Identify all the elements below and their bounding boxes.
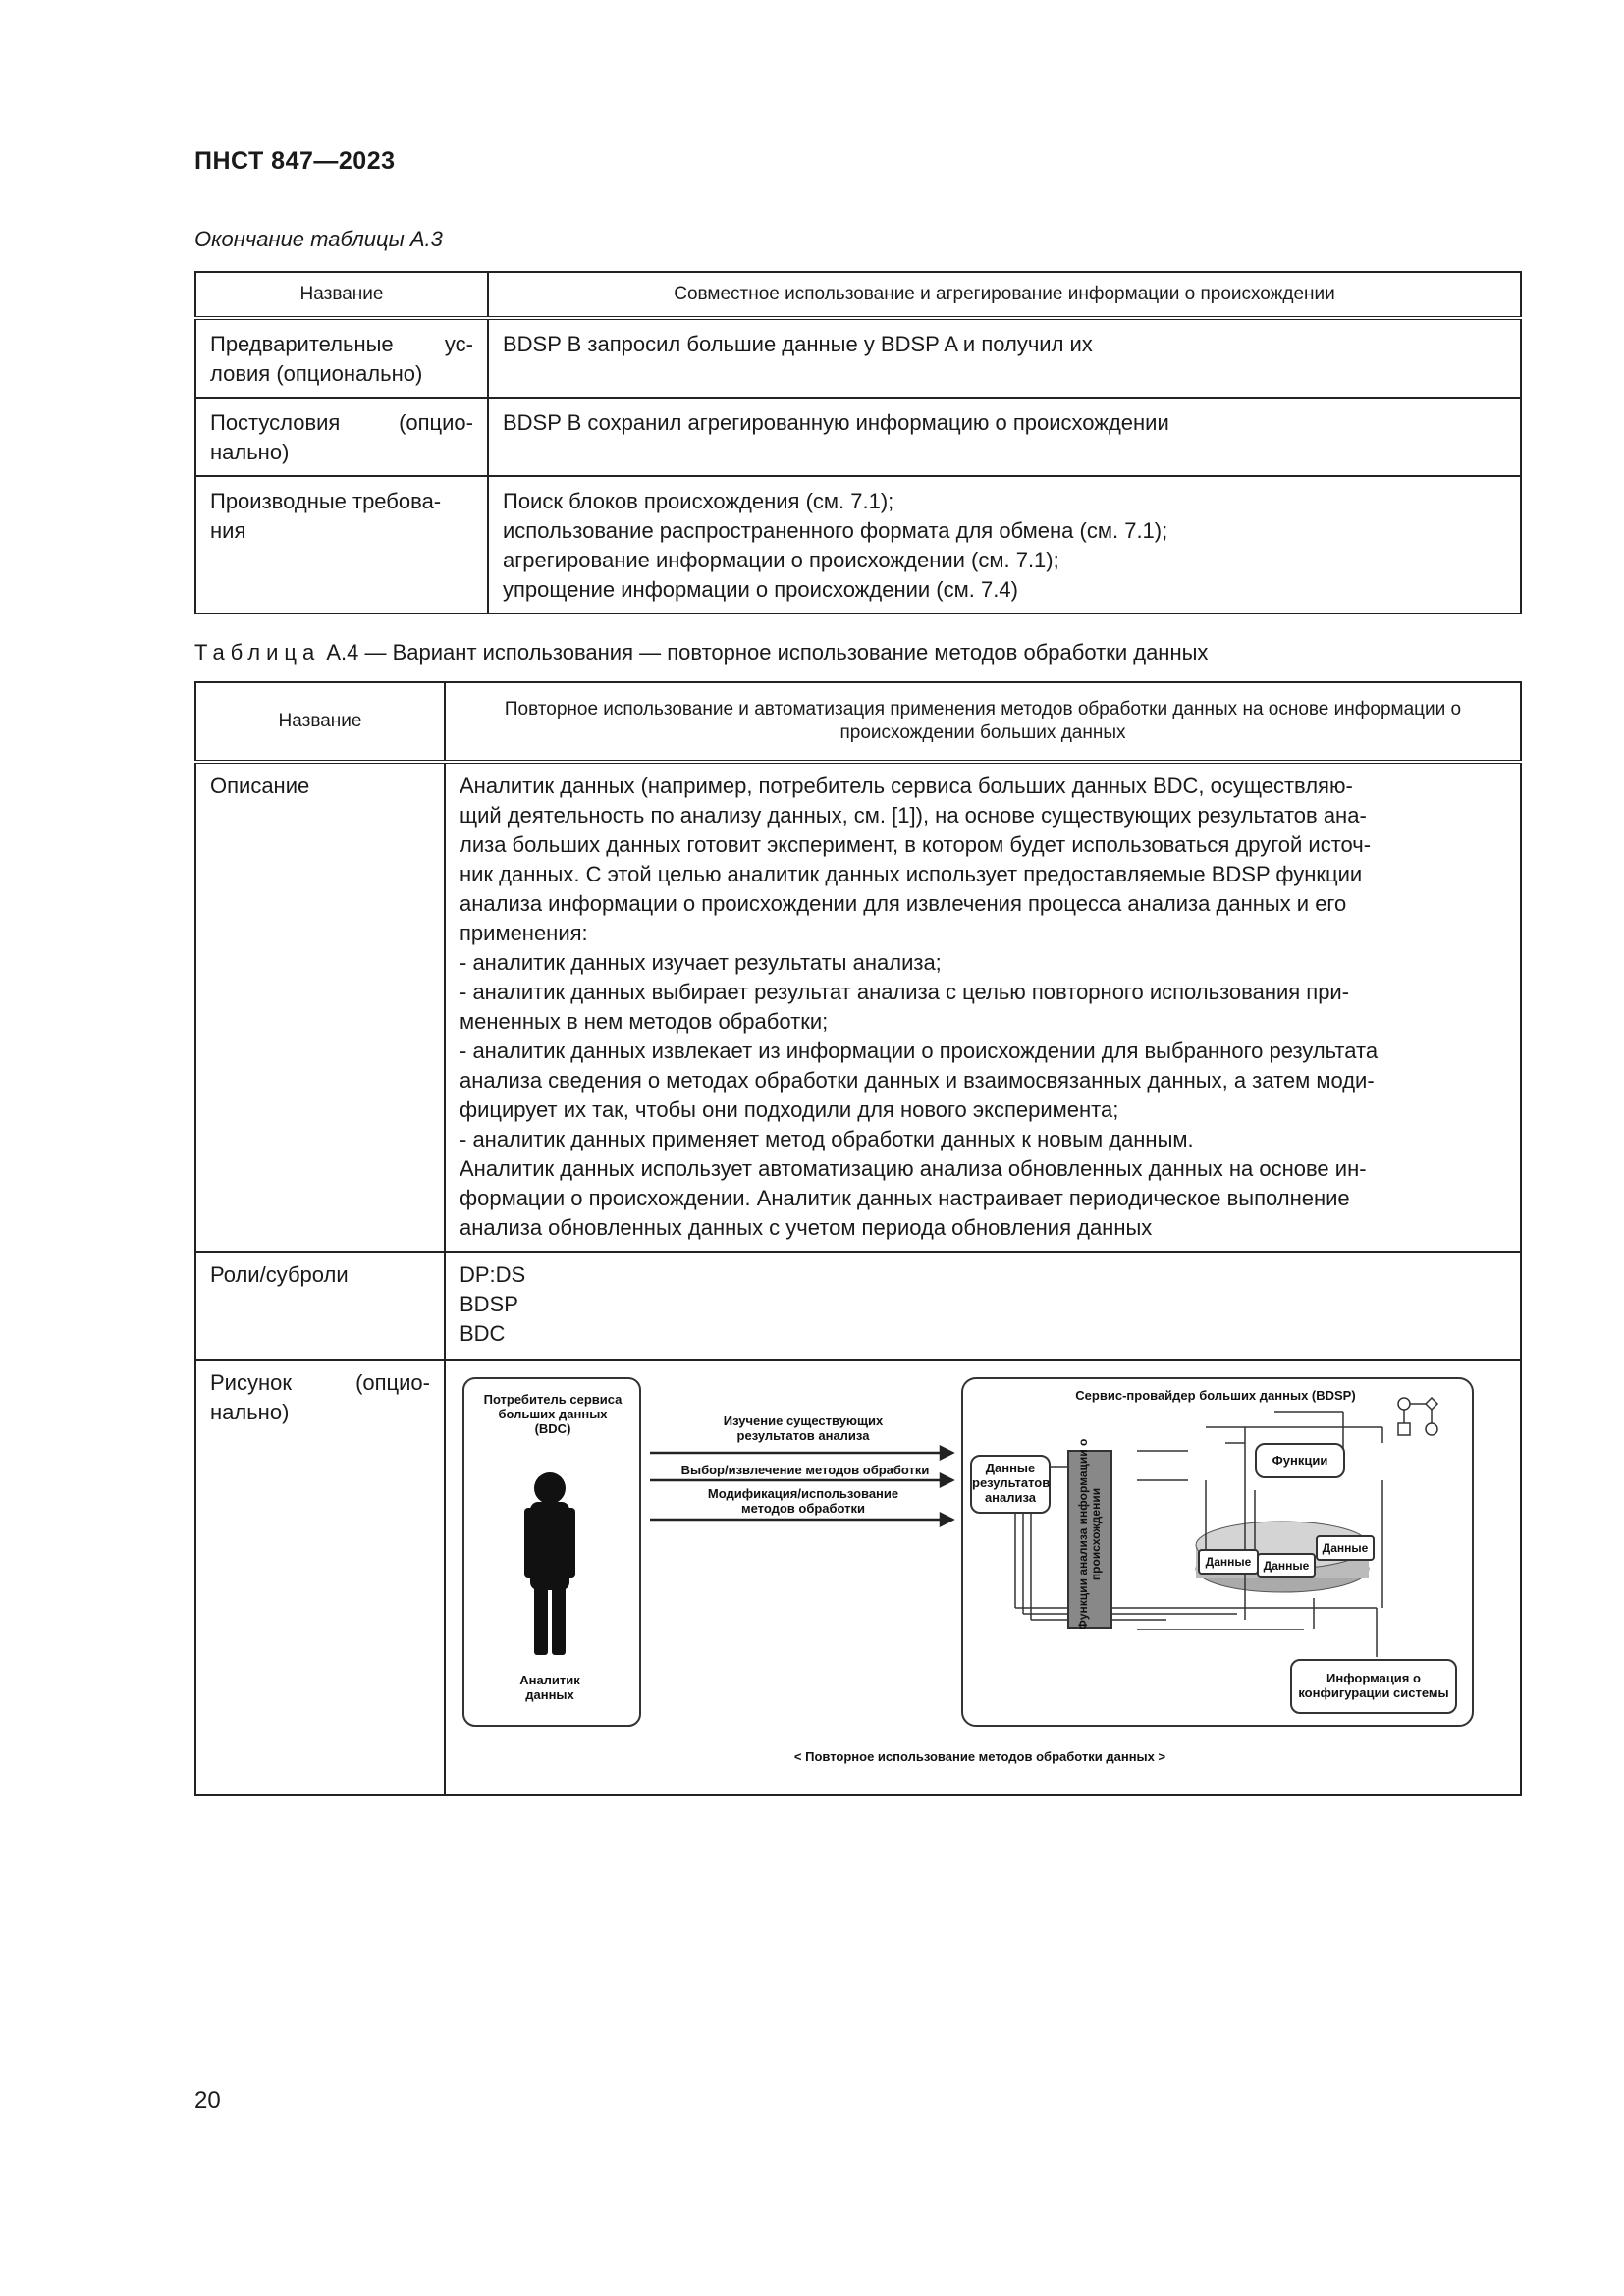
row-value: BDSP B сохранил агрегированную информацию о происхождении <box>488 398 1521 476</box>
data-box-3-label: Данные <box>1322 1541 1369 1555</box>
data-box-2-label: Данные <box>1263 1559 1310 1573</box>
roles-label: Роли/суброли <box>195 1252 445 1360</box>
table-row <box>195 1360 1521 1795</box>
table-a3-col1-header: Название <box>195 272 488 318</box>
row-value: BDSP B запросил большие данные у BDSP A и получил их <box>488 318 1521 398</box>
table-a4-col1-header: Название <box>195 682 445 762</box>
page-number: 20 <box>194 2087 221 2113</box>
table-row <box>195 318 1521 398</box>
table-row <box>195 762 1521 1252</box>
config-box-label: Информация о конфигурации системы <box>1298 1671 1449 1700</box>
arrow-label-study: Изучение существующих результатов анализа <box>723 1414 884 1443</box>
table-row <box>195 476 1521 614</box>
data-box-1-label: Данные <box>1205 1555 1252 1569</box>
figure-label: Рисунок (опцио- нально) <box>195 1360 445 1795</box>
table-a4-caption: Таблица А.4 — Вариант использования — повторное использование методов обработки данных <box>194 640 1209 665</box>
table-a4 <box>194 681 1522 1796</box>
consumer-title: Потребитель сервиса больших данных (BDC) <box>483 1392 623 1436</box>
row-value: Поиск блоков происхождения (см. 7.1); использование распространенного формата для обмена (см. 7.1); агрегирование информации о происхождении (см. 7.1); упрощение информации о происхождении (см. 7.4) <box>488 476 1521 614</box>
table-row <box>195 398 1521 476</box>
table-a3 <box>194 271 1522 614</box>
arrow-label-select: Выбор/извлечение методов обработки <box>680 1463 930 1477</box>
row-label: Производные требова- ния <box>195 476 488 614</box>
table-a4-col2-header: Повторное использование и автоматизация применения методов обработки данных на основе информации о происхождении больших данных <box>445 682 1521 762</box>
provider-title: Сервис-провайдер больших данных (BDSP) <box>1075 1388 1356 1403</box>
vertical-bar-label: Функции анализа информации о происхождении <box>1076 1438 1103 1630</box>
row-label: Предварительные ус- ловия (опционально) <box>195 318 488 398</box>
results-box-label: Данные результатов анализа <box>972 1461 1051 1505</box>
roles-value: DP:DS BDSP BDC <box>445 1252 1521 1360</box>
table-row <box>195 1252 1521 1360</box>
row-label: Постусловия (опцио- нально) <box>195 398 488 476</box>
figure-cell <box>445 1360 1521 1795</box>
description-text: Аналитик данных (например, потребитель сервиса больших данных BDC, осуществляю- щий деятельность по анализу данных, см. [1]), на основе существующих результатов ана- лиза больших данных готовит эксперимент, в котором будет использоваться другой источ- ник данных. С этой целью аналитик данных использует предоставляемые BDSP функции анализа информации о происхождении для извлечения процесса анализа данных и его применения: - аналитик данных изучает результаты анализа; - аналитик данных выбирает результат анализа с целью повторного использования при- мененных в нем методов обработки; - аналитик данных извлекает из информации о происхождении для выбранного результата анализа сведения о методах обработки данных и взаимосвязанных данных, а затем моди- фицирует их так, чтобы они подходили для нового эксперимента; - аналитик данных применяет метод обработки данных к новым данным. Аналитик данных использует автоматизацию анализа обновленных данных на основе ин- формации о происхождении. Аналитик данных настраивает периодическое выполнение анализа обновленных данных с учетом периода обновления данных <box>445 762 1521 1252</box>
arrow-label-modify: Модификация/использование методов обработки <box>707 1486 899 1516</box>
figure-caption: < Повторное использование методов обработки данных > <box>793 1749 1166 1764</box>
description-label: Описание <box>195 762 445 1252</box>
continuation-caption: Окончание таблицы А.3 <box>194 227 443 251</box>
functions-box-label: Функции <box>1272 1453 1328 1468</box>
process-diagram <box>460 1372 1481 1785</box>
document-header: ПНСТ 847—2023 <box>194 147 396 175</box>
table-a3-col2-header: Совместное использование и агрегирование информации о происхождении <box>488 272 1521 318</box>
analyst-label: Аналитик данных <box>519 1673 580 1702</box>
